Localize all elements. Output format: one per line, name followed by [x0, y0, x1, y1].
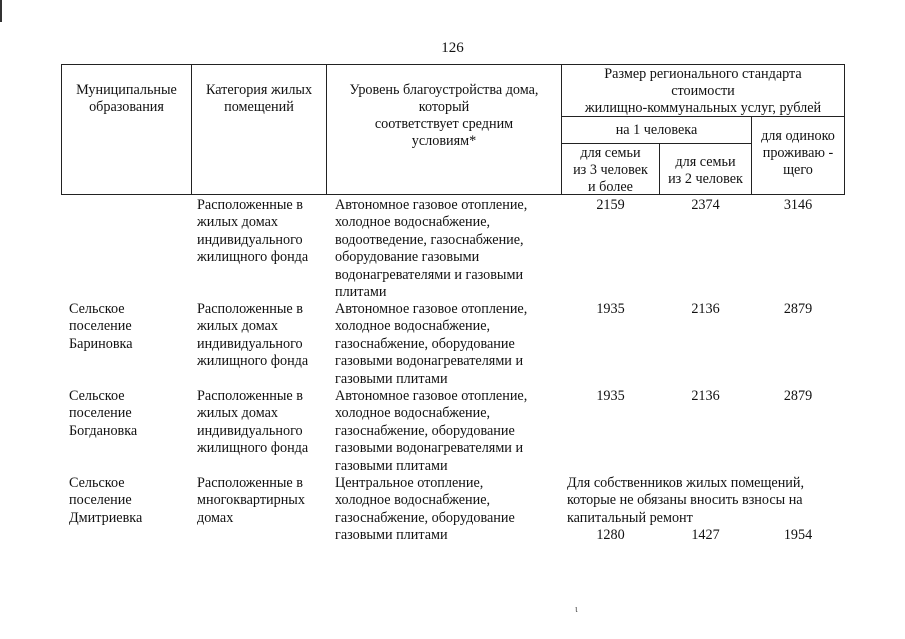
- header-level: Уровень благоустройства дома, который соответствует средним условиям*: [349, 82, 539, 149]
- row-4-level: Центральное отопление, холодное водоснабжение, газоснабжение, оборудование газовыми плитами: [335, 475, 515, 544]
- row-3-single: 2879: [783, 388, 813, 404]
- per-person-subheader-line: [561, 143, 751, 144]
- row-4-municipality: Сельское поселение Дмитриевка: [69, 475, 143, 526]
- row-1-level: Автономное газовое отопление, холодное водоснабжение, водоотведение, газоснабжение, оборудование газовыми водонагревателями и газовыми плитами: [335, 197, 528, 301]
- row-3-family-2: 2136: [691, 388, 720, 404]
- header-category: Категория жилых помещений: [205, 82, 313, 115]
- row-3-family-3: 1935: [596, 388, 625, 404]
- scan-edge-mark: [0, 0, 5, 22]
- row-3-municipality: Сельское поселение Богдановка: [69, 388, 138, 439]
- row-4-category: Расположенные в многоквартирных домах: [197, 475, 305, 526]
- row-3-category: Расположенные в жилых домах индивидуального жилищного фонда: [197, 388, 309, 457]
- row-4-single: 1954: [783, 527, 813, 543]
- header-single: для одиноко проживаю - щего: [761, 128, 835, 178]
- row-1-family-2: 2374: [691, 197, 720, 213]
- header-family-2: для семьи из 2 человек: [668, 154, 743, 187]
- row-1-category: Расположенные в жилых домах индивидуального жилищного фонда: [197, 197, 309, 266]
- row-2-single: 2879: [783, 301, 813, 317]
- table-top-border: [61, 64, 845, 65]
- row-2-family-3: 1935: [596, 301, 625, 317]
- header-standard-size: Размер регионального стандарта стоимости жилищно-коммунальных услуг, рублей: [584, 66, 822, 116]
- row-2-municipality: Сельское поселение Бариновка: [69, 301, 133, 352]
- row-2-category: Расположенные в жилых домах индивидуального жилищного фонда: [197, 301, 309, 370]
- row-1-family-3: 2159: [596, 197, 625, 213]
- row-1-single: 3146: [783, 197, 813, 213]
- header-per-person: на 1 человека: [615, 122, 698, 138]
- page-number: 126: [441, 40, 464, 56]
- table-right-border: [844, 64, 845, 195]
- header-municipality: Муниципальные образования: [76, 82, 177, 115]
- row-4-note: Для собственников жилых помещений, которые не обязаны вносить взносы на капитальный ремонт: [567, 475, 805, 526]
- header-family-3: для семьи из 3 человек и более: [573, 145, 648, 195]
- row-4-family-2: 1427: [691, 527, 720, 543]
- table-header-bottom-border: [61, 194, 845, 195]
- row-2-family-2: 2136: [691, 301, 720, 317]
- scan-speck: ι: [575, 604, 578, 615]
- row-3-level: Автономное газовое отопление, холодное водоснабжение, газоснабжение, оборудование газовыми водонагревателями и газовыми плитами: [335, 388, 528, 474]
- row-4-family-3: 1280: [596, 527, 625, 543]
- row-2-level: Автономное газовое отопление, холодное водоснабжение, газоснабжение, оборудование газовыми водонагревателями и газовыми плитами: [335, 301, 528, 387]
